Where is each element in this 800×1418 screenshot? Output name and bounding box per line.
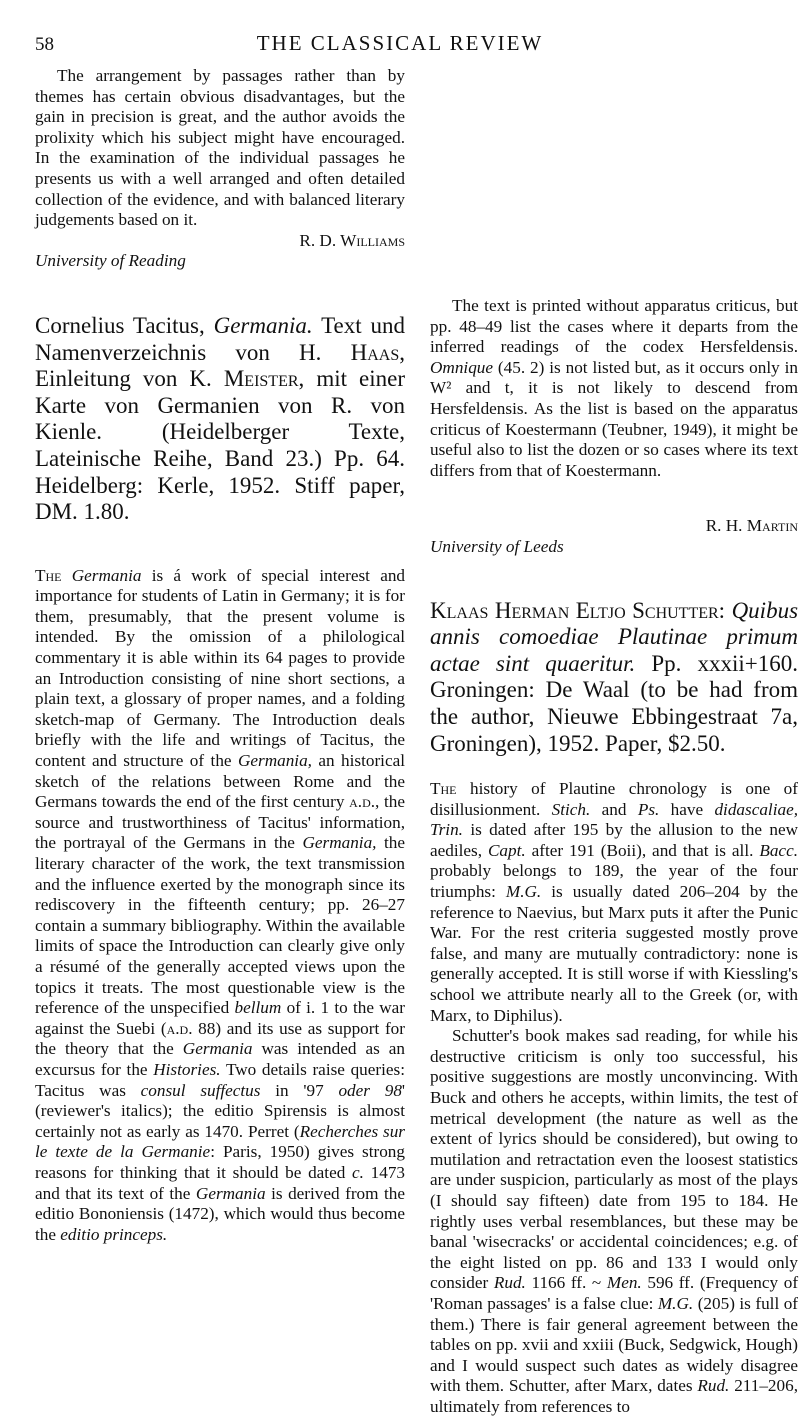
text-run: 596 ff. (Frequency of 'Roman passages' is a false clue:: [430, 1273, 799, 1313]
text-run: Schutter's book makes sad reading, for while his destructive criticism is only too successful, his positive suggestions are mostly unconvincing. With Buck and others he accepts, within limits, the test of metrical development (the nature as well as the extent of lyrics should be considered), but owing to mutilation and retractation even the loosest statistics are under suspicion, particularly as most of the plays (I should say fifteen) date from 195 to 184. He rightly uses verbal resemblances, but these may be banal 'wisecracks' or accidental coincidences; e.g. of the eight listed on pp. 86 and 133 I would only consider: [430, 1026, 798, 1293]
tacitus-review-paragraph-2: [430, 296, 798, 481]
italic-title: Histories.: [153, 1059, 221, 1079]
italic-title: Germania,: [237, 751, 312, 771]
text-run: have: [670, 799, 704, 819]
text-run: was intended as an excursus for the: [35, 1039, 406, 1079]
italic-term: didascaliae, Trin.: [430, 799, 798, 840]
italic-title: Capt.: [487, 840, 526, 860]
italic-title: Stich.: [551, 799, 591, 819]
italic-title: Men.: [606, 1273, 642, 1293]
text-run: after 191 (Boii), and that is all.: [531, 840, 754, 860]
heading-editor: Meister,: [223, 366, 305, 392]
italic-title: Ps.: [637, 799, 660, 819]
italic-term: consul suffectus: [140, 1080, 261, 1100]
italic-title: Rud.: [697, 1376, 730, 1396]
text-run: is usually dated 206–204 by the reference to Naevius, but Marx puts it after the Punic War. For the rest criteria suggested mostly prove false, and many are mutually contradictory: none is generally accepted. It is still worse if with Kiessling's school we attribute nearly all to the Greek (or, with Marx, to Diphilus).: [430, 882, 798, 1025]
italic-term: bellum: [234, 998, 282, 1018]
text-run: is á work of special interest and importance for students of Latin in Germany; it is for them, presumably, that the present volume is intended. By the omission of a philological commentary it is able within its 64 pages to provide an Introduction consisting of nine short sections, a plain text, a glossary of proper names, and a folding sketch-map of Germany. The Introduction deals briefly with the life and writings of Tacitus, the content and structure of the: [35, 565, 406, 771]
italic-term: Omnique: [430, 357, 494, 377]
right-column: [430, 296, 798, 1418]
page-number: 58: [35, 34, 54, 55]
text-run: the source and trustworthiness of Tacitus' information, the portrayal of the Germans in the: [35, 792, 406, 853]
schutter-review-paragraph-2: [430, 1026, 798, 1417]
text-run: 211–206, ultimately from references to: [430, 1376, 799, 1416]
italic-title: M.G.: [505, 882, 542, 902]
text-run: history of Plautine chronology is one of disillusionment.: [430, 779, 798, 819]
reviewer-affiliation: University of Reading: [35, 251, 186, 271]
italic-title: Bacc.: [759, 840, 798, 860]
italic-title: Germania: [182, 1039, 253, 1059]
italic-title: Recherches sur le texte de la Germanie: [35, 1121, 405, 1162]
left-column: [35, 66, 405, 1245]
heading-author: Klaas Herman Eltjo Schutter:: [430, 597, 726, 623]
heading-work-title: Quibus annis comoediae Plautinae primum actae sint quaeritur.: [430, 597, 799, 676]
text-run: of i. 1 to the war against the Suebi (: [35, 998, 405, 1038]
italic-term: c.: [352, 1162, 364, 1182]
text-run: : Paris, 1950) gives strong reasons for thinking that it should be dated: [35, 1142, 405, 1182]
heading-text: Einleitung von K.: [35, 366, 212, 392]
italic-title: Rud.: [493, 1273, 526, 1293]
italic-term: oder 98: [338, 1080, 402, 1100]
heading-text: Text und Namenverzeichnis von H.: [35, 312, 405, 365]
lead-word: The: [35, 565, 62, 585]
reviewer-signature: R. H. Martin: [705, 516, 798, 536]
text-run: and: [601, 799, 627, 819]
text-run: in '97: [275, 1080, 324, 1100]
text-run: 1166 ff. ~: [531, 1273, 602, 1293]
italic-title: Germania: [71, 565, 142, 585]
text-run: is derived from the editio Bononiensis (1472), which would thus become the: [35, 1183, 406, 1244]
heading-work-title: Germania.: [213, 312, 313, 338]
schutter-review-paragraph-1: [430, 779, 798, 1026]
text-run: (205) is full of them.) There is fair general agreement between the tables on pp. xvii and xxiii (Buck, Sedgwick, Hough) and I would suspect such dates as widely disagree with them. Schutter, after Marx, dates: [430, 1293, 799, 1396]
lead-word: The: [430, 779, 457, 799]
text-run: ' (reviewer's italics); the editio Spirensis is almost certainly not as early as 1470. Perret (: [35, 1080, 406, 1141]
italic-title: Germania,: [302, 833, 377, 853]
era-abbrev: a.d.,: [349, 792, 380, 812]
running-head: THE CLASSICAL REVIEW: [256, 31, 544, 55]
heading-editor: Haas,: [350, 339, 405, 365]
heading-text: Pp. xxxii+160. Groningen: De Waal (to be had from the author, Nieuwe Ebbingestraat 7a, Groningen), 1952. Paper, $2.50.: [430, 650, 798, 756]
schutter-book-heading: [430, 598, 798, 758]
tacitus-book-heading: [35, 313, 405, 526]
text-run: The text is printed without apparatus criticus, but pp. 48–49 list the cases where it departs from the inferred readings of the codex Hersfeldensis.: [430, 296, 798, 357]
text-run: 88) and its use as support for the theory that the: [35, 1018, 405, 1059]
italic-title: M.G.: [657, 1293, 694, 1313]
italic-term: editio princeps.: [60, 1224, 168, 1244]
text-run: probably belongs to 189, the year of the four triumphs:: [430, 861, 798, 902]
tacitus-review-paragraph: [35, 566, 405, 1246]
text-run: is dated after 195 by the allusion to the new aediles,: [430, 820, 799, 860]
heading-author: Cornelius Tacitus,: [35, 312, 205, 338]
prev-review-closing-paragraph: The arrangement by passages rather than by themes has certain obvious disadvantages, but the gain in precision is great, and the author avoids the prolixity which his subject might have encouraged. In the examination of the individual passages he presents us with a well arranged and often detailed collection of the evidence, and with balanced literary judgements based on it.: [35, 66, 405, 230]
text-run: (45. 2) is not listed but, as it occurs only in W² and t, it is not likely to descend from Hersfeldensis. As the list is based on the apparatus criticus of Koestermann (Teubner, 1949), it might be useful also to list the dozen or so cases where its text differs from that of Koestermann.: [430, 357, 798, 480]
text-run: the literary character of the work, the text transmission and the influence exerted by the monograph since its rediscovery in the fifteenth century; pp. 26–27 contain a summary bibliography. Within the available limits of space the Introduction can clearly give only a résumé of the generally accepted views upon the topics it treats. The most questionable view is the reference of the unspecified: [35, 833, 405, 1018]
era-abbrev: a.d.: [166, 1018, 193, 1038]
text-run: Two details raise queries: Tacitus was: [35, 1059, 405, 1100]
reviewer-affiliation: University of Leeds: [430, 536, 564, 556]
text-run: 1473 and that its text of the: [35, 1162, 405, 1203]
reviewer-signature: R. D. Williams: [299, 230, 405, 250]
heading-text: mit einer Karte von Germanien von R. von Kienle. (Heidelberger Texte, Lateinische Reihe, Band 23.) Pp. 64. Heidelberg: Kerle, 1952. Stiff paper, DM. 1.80.: [35, 366, 406, 525]
italic-title: Germania: [195, 1183, 266, 1203]
text-run: an historical sketch of the relations between Rome and the Germans towards the end of the first century: [35, 751, 405, 812]
